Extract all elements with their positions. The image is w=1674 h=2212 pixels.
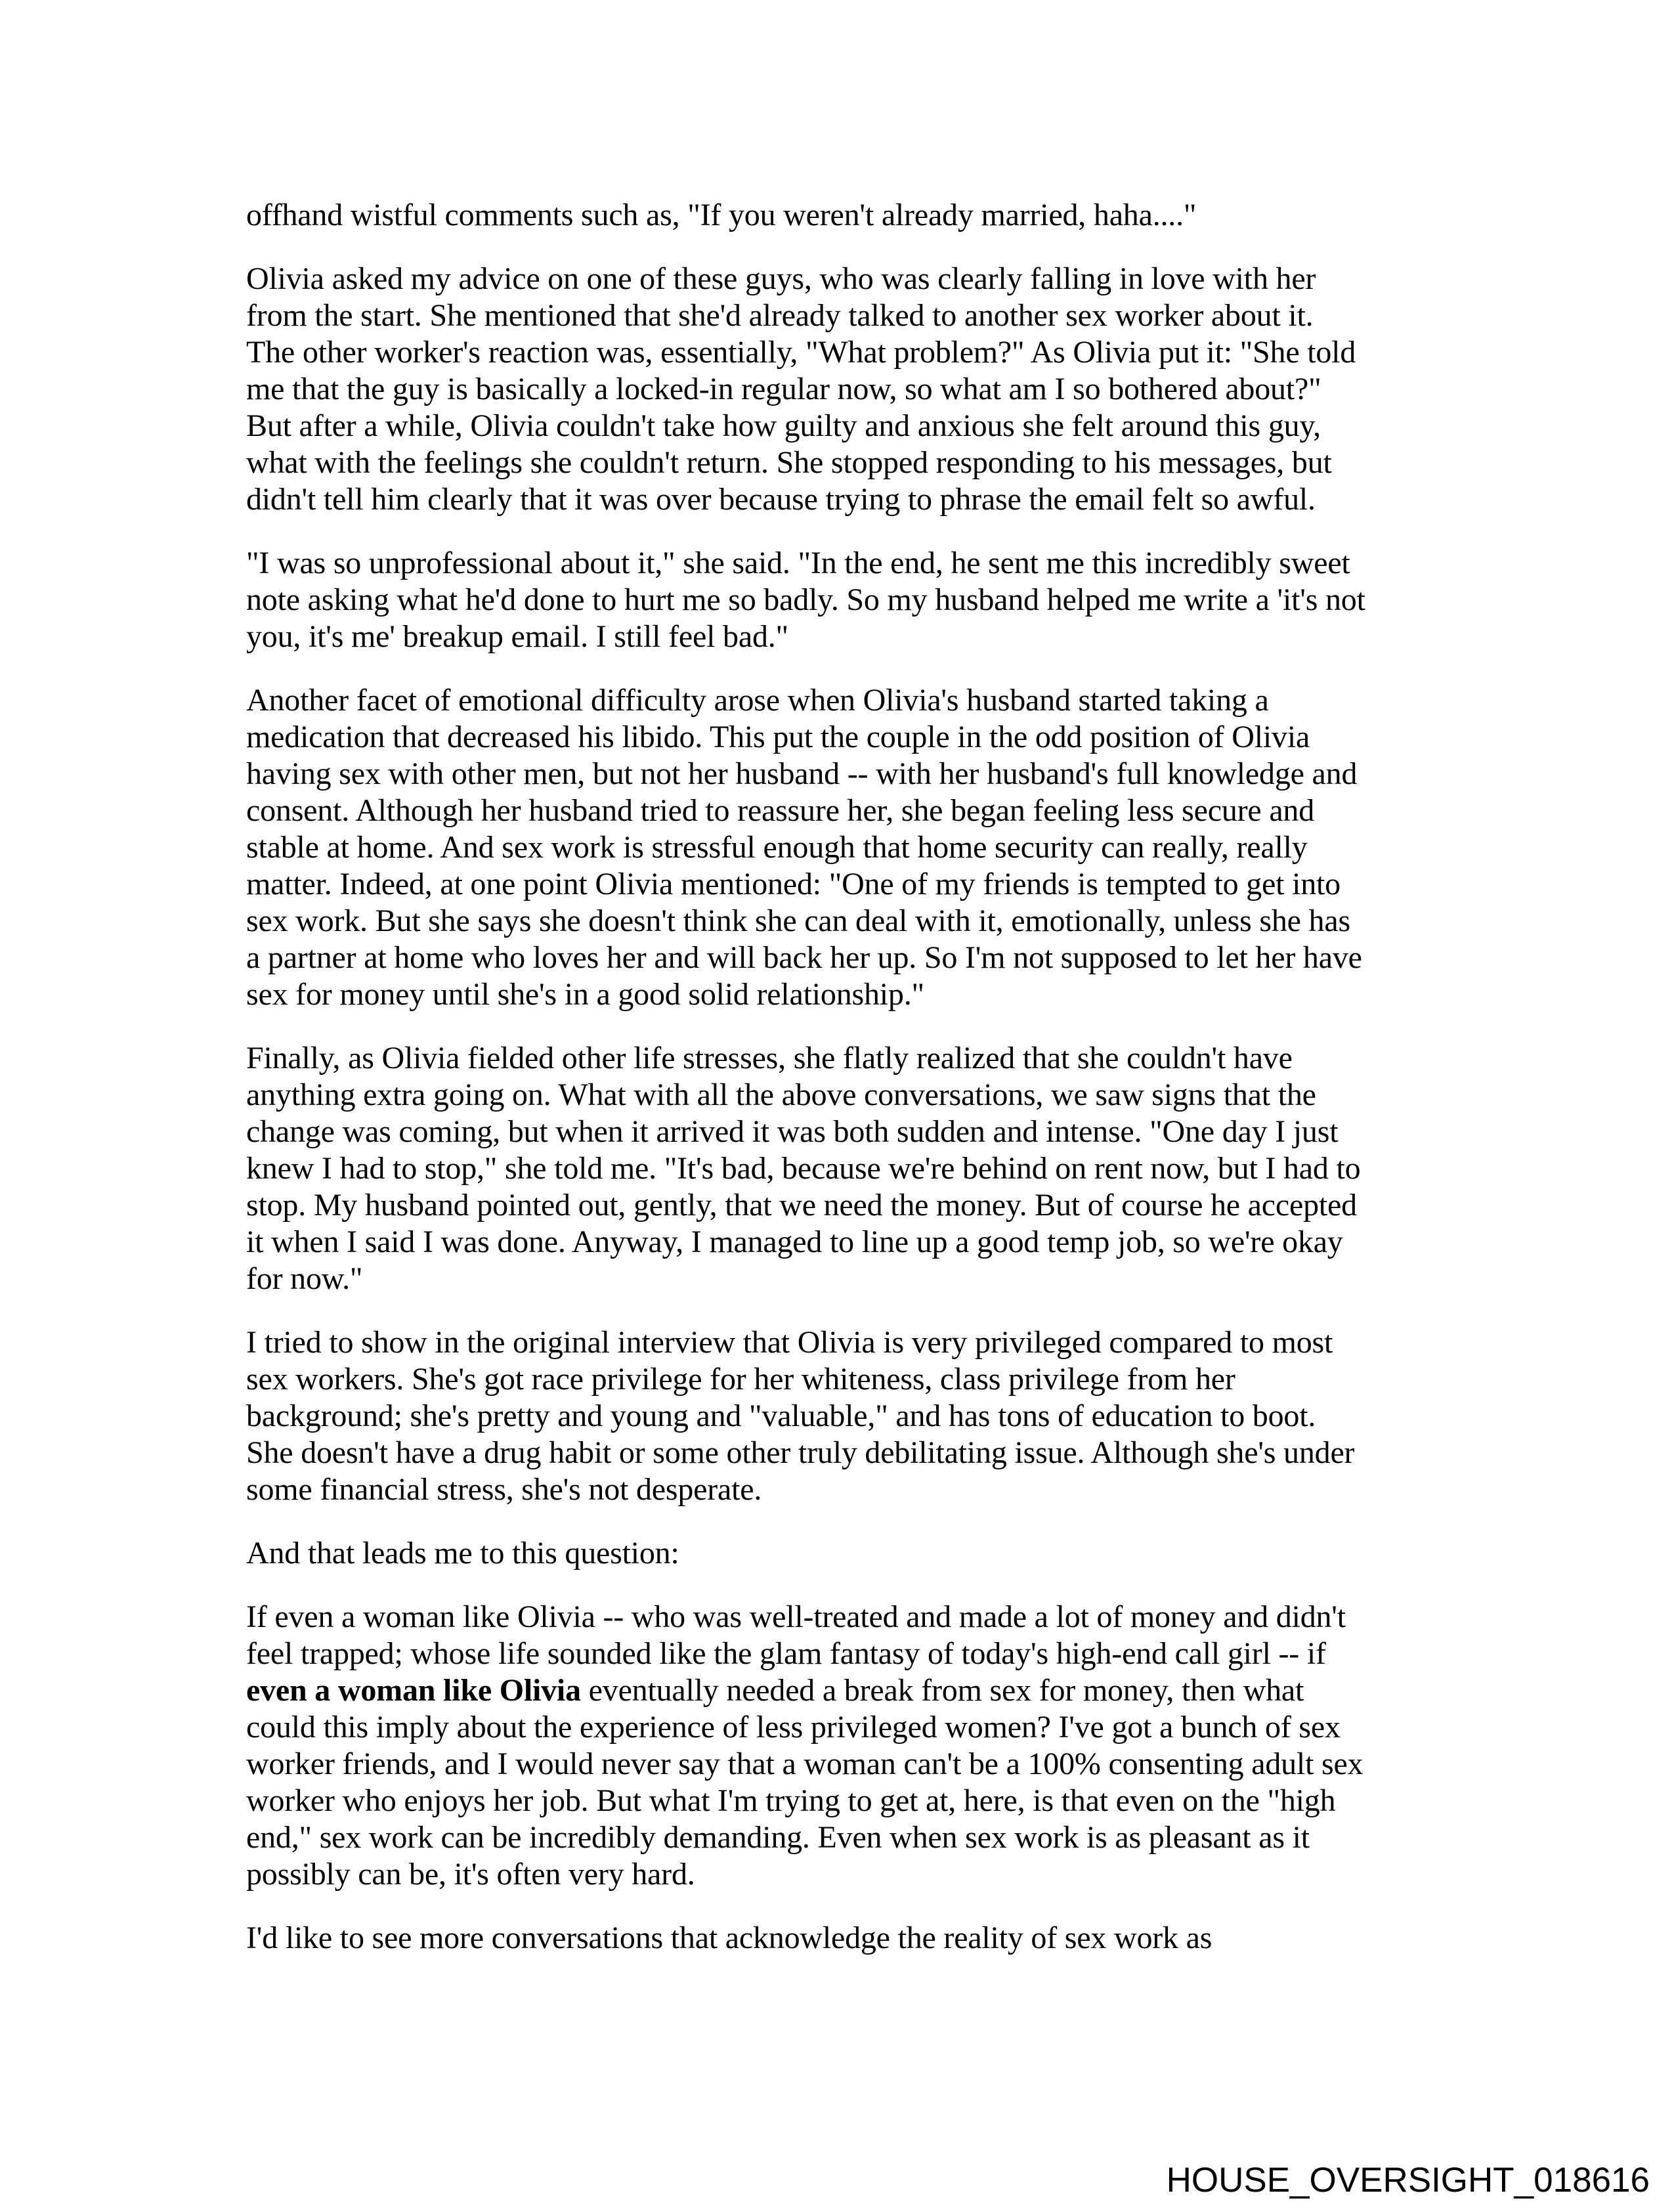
- text-run: medication that decreased his libido. This put the couple in the odd position of Olivia: [246, 720, 1310, 754]
- text-run: And that leads me to this question:: [246, 1536, 679, 1571]
- text-run: possibly can be, it's often very hard.: [246, 1857, 695, 1892]
- text-line: [246, 1114, 1428, 1150]
- text-line: [246, 1636, 1428, 1672]
- paragraph: [246, 682, 1428, 1013]
- text-run: worker who enjoys her job. But what I'm trying to get at, here, is that even on the "high: [246, 1783, 1336, 1818]
- text-line: [246, 682, 1428, 719]
- text-run: note asking what he'd done to hurt me so badly. So my husband helped me write a 'it's not: [246, 582, 1365, 617]
- text-run: Another facet of emotional difficulty arose when Olivia's husband started taking a: [246, 683, 1269, 718]
- text-line: [246, 1150, 1428, 1187]
- text-run: you, it's me' breakup email. I still feel bad.": [246, 619, 788, 654]
- text-line: [246, 1746, 1428, 1783]
- text-line: [246, 445, 1428, 481]
- bates-number: HOUSE_OVERSIGHT_018616: [1166, 2161, 1650, 2200]
- text-line: [246, 1920, 1428, 1957]
- paragraph: [246, 1040, 1428, 1297]
- text-line: [246, 940, 1428, 976]
- paragraph: [246, 1535, 1428, 1572]
- text-line: [246, 371, 1428, 408]
- text-line: [246, 481, 1428, 518]
- text-line: [246, 1398, 1428, 1435]
- text-run: sex workers. She's got race privilege for her whiteness, class privilege from her: [246, 1362, 1235, 1397]
- text-line: [246, 582, 1428, 618]
- text-line: [246, 408, 1428, 445]
- text-run: "I was so unprofessional about it," she said. "In the end, he sent me this incredibly sweet: [246, 546, 1350, 580]
- text-run: If even a woman like Olivia -- who was well-treated and made a lot of money and didn't: [246, 1599, 1346, 1634]
- text-line: [246, 1783, 1428, 1819]
- text-run: knew I had to stop," she told me. "It's bad, because we're behind on rent now, but I had to: [246, 1151, 1361, 1186]
- text-line: [246, 866, 1428, 903]
- text-run: a partner at home who loves her and will back her up. So I'm not supposed to let her have: [246, 940, 1362, 975]
- text-line: [246, 756, 1428, 792]
- text-run: stable at home. And sex work is stressful enough that home security can really, really: [246, 830, 1308, 865]
- text-run: anything extra going on. What with all the above conversations, we saw signs that the: [246, 1077, 1316, 1112]
- paragraph: [246, 1599, 1428, 1893]
- text-line: [246, 903, 1428, 940]
- text-line: [246, 1819, 1428, 1856]
- text-run: Olivia asked my advice on one of these guys, who was clearly falling in love with her: [246, 261, 1316, 296]
- text-run: offhand wistful comments such as, "If you weren't already married, haha....": [246, 198, 1197, 232]
- text-run: didn't tell him clearly that it was over because trying to phrase the email felt so awful.: [246, 482, 1316, 517]
- text-line: [246, 1361, 1428, 1398]
- text-run: eventually needed a break from sex for money, then what: [580, 1673, 1304, 1708]
- paragraph: [246, 261, 1428, 518]
- text-run: Finally, as Olivia fielded other life stresses, she flatly realized that she couldn't have: [246, 1041, 1293, 1075]
- paragraph: [246, 545, 1428, 655]
- text-run: But after a while, Olivia couldn't take how guilty and anxious she felt around this guy,: [246, 408, 1321, 443]
- text-line: [246, 261, 1428, 297]
- text-line: [246, 1040, 1428, 1077]
- text-line: [246, 197, 1428, 234]
- bold-text-run: even a woman like Olivia: [246, 1673, 581, 1708]
- text-line: [246, 1435, 1428, 1471]
- text-run: some financial stress, she's not desperate.: [246, 1472, 762, 1507]
- text-line: [246, 618, 1428, 655]
- text-run: it when I said I was done. Anyway, I managed to line up a good temp job, so we're okay: [246, 1225, 1343, 1259]
- document-body: [246, 197, 1428, 1984]
- text-run: sex for money until she's in a good solid relationship.": [246, 977, 924, 1012]
- text-run: background; she's pretty and young and "valuable," and has tons of education to boot.: [246, 1399, 1316, 1433]
- text-line: [246, 1709, 1428, 1746]
- text-line: [246, 792, 1428, 829]
- text-line: [246, 297, 1428, 334]
- text-line: [246, 829, 1428, 866]
- text-run: The other worker's reaction was, essentially, "What problem?" As Olivia put it: "She told: [246, 335, 1356, 370]
- text-run: I tried to show in the original interview that Olivia is very privileged compared to most: [246, 1325, 1333, 1360]
- text-line: [246, 976, 1428, 1013]
- text-run: what with the feelings she couldn't return. She stopped responding to his messages, but: [246, 445, 1332, 480]
- text-run: sex work. But she says she doesn't think she can deal with it, emotionally, unless she has: [246, 903, 1350, 938]
- text-run: me that the guy is basically a locked-in regular now, so what am I so bothered about?": [246, 372, 1321, 406]
- text-line: [246, 1261, 1428, 1297]
- text-line: [246, 1324, 1428, 1361]
- text-line: [246, 1856, 1428, 1893]
- text-line: [246, 1471, 1428, 1508]
- text-run: worker friends, and I would never say that a woman can't be a 100% consenting adult sex: [246, 1746, 1363, 1781]
- text-run: having sex with other men, but not her husband -- with her husband's full knowledge and: [246, 756, 1358, 791]
- text-line: [246, 1599, 1428, 1636]
- text-run: matter. Indeed, at one point Olivia mentioned: "One of my friends is tempted to get into: [246, 867, 1341, 901]
- text-run: consent. Although her husband tried to reassure her, she began feeling less secure and: [246, 793, 1315, 828]
- text-run: stop. My husband pointed out, gently, that we need the money. But of course he accepted: [246, 1188, 1357, 1223]
- text-line: [246, 1224, 1428, 1261]
- text-line: [246, 719, 1428, 756]
- paragraph: [246, 1920, 1428, 1957]
- text-line: [246, 1187, 1428, 1224]
- text-run: I'd like to see more conversations that acknowledge the reality of sex work as: [246, 1920, 1213, 1955]
- text-run: end," sex work can be incredibly demanding. Even when sex work is as pleasant as it: [246, 1820, 1310, 1855]
- text-run: could this imply about the experience of less privileged women? I've got a bunch of sex: [246, 1710, 1341, 1745]
- text-line: [246, 334, 1428, 371]
- text-run: for now.": [246, 1261, 363, 1296]
- paragraph: [246, 197, 1428, 234]
- text-run: from the start. She mentioned that she'd already talked to another sex worker about it.: [246, 298, 1314, 333]
- text-line: [246, 1535, 1428, 1572]
- text-run: She doesn't have a drug habit or some other truly debilitating issue. Although she's under: [246, 1435, 1355, 1470]
- text-line: [246, 545, 1428, 582]
- text-run: feel trapped; whose life sounded like the glam fantasy of today's high-end call girl -- if: [246, 1636, 1326, 1671]
- text-line: [246, 1672, 1428, 1709]
- paragraph: [246, 1324, 1428, 1508]
- text-line: [246, 1077, 1428, 1114]
- text-run: change was coming, but when it arrived it was both sudden and intense. "One day I just: [246, 1114, 1339, 1149]
